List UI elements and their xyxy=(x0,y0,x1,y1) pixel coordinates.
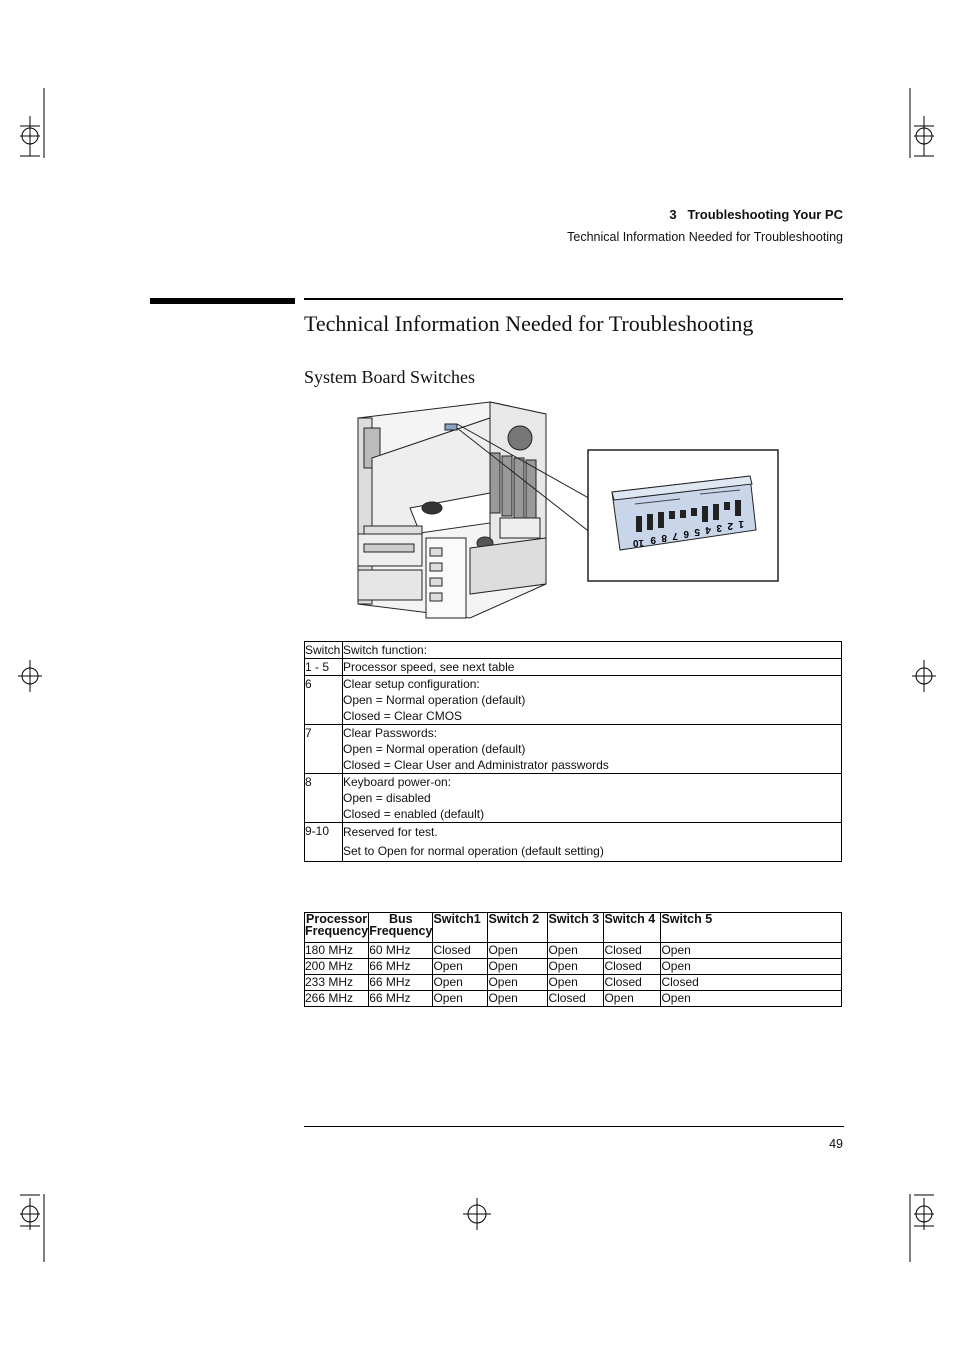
table-cell: Closed xyxy=(433,943,488,959)
table-cell: Open xyxy=(488,975,548,991)
function-line: Open = disabled xyxy=(343,791,431,805)
table-header-cell: Switch1 xyxy=(433,913,488,943)
table-cell: Open xyxy=(488,943,548,959)
table-cell: 233 MHz xyxy=(305,975,369,991)
table-cell: Open xyxy=(488,959,548,975)
table-cell: 60 MHz xyxy=(369,943,433,959)
function-line: Reserved for test. xyxy=(343,825,438,839)
table-cell: Closed xyxy=(548,991,604,1007)
section-rule-thick xyxy=(150,298,295,304)
section-rule-thin xyxy=(304,298,843,300)
function-cell xyxy=(343,676,842,725)
switch-number-label: 4 xyxy=(705,524,711,535)
function-line: Closed = Clear User and Administrator passwords xyxy=(343,758,609,772)
table-cell: Open xyxy=(548,975,604,991)
table-cell: 180 MHz xyxy=(305,943,369,959)
switch-number-label: 3 xyxy=(716,522,722,533)
table-row xyxy=(305,659,842,676)
table-row xyxy=(305,823,842,862)
function-line: Processor speed, see next table xyxy=(343,660,515,674)
switch-number-label: 8 xyxy=(661,532,667,543)
running-header-chapter: 3 Troubleshooting Your PC xyxy=(669,207,843,222)
function-line: Closed = Clear CMOS xyxy=(343,709,463,723)
switch-cell: 8 xyxy=(305,774,343,823)
function-line: Open = Normal operation (default) xyxy=(343,742,526,756)
table-cell: 66 MHz xyxy=(369,959,433,975)
table-row xyxy=(305,975,842,991)
function-cell xyxy=(343,659,842,676)
table-row xyxy=(305,943,842,959)
switch-number-label: 9 xyxy=(650,534,656,545)
table-cell: Closed xyxy=(661,975,842,991)
switch-cell: 9-10 xyxy=(305,823,343,862)
table-row xyxy=(305,725,842,774)
switch-number-label: 6 xyxy=(683,528,689,539)
function-cell xyxy=(343,823,842,862)
switch-cell: 7 xyxy=(305,725,343,774)
table-cell: Open xyxy=(433,991,488,1007)
table-row xyxy=(305,991,842,1007)
table-cell: Open xyxy=(488,991,548,1007)
page-number: 49 xyxy=(829,1137,843,1151)
function-line: Open = Normal operation (default) xyxy=(343,693,526,707)
function-cell xyxy=(343,774,842,823)
function-line: Closed = enabled (default) xyxy=(343,807,485,821)
running-header-section: Technical Information Needed for Troubleshooting xyxy=(567,230,843,244)
table-header-cell: Switch function: xyxy=(343,642,842,659)
table-row xyxy=(305,676,842,725)
processor-speed-table xyxy=(304,912,842,1007)
function-line: Clear Passwords: xyxy=(343,726,438,740)
table-header-cell: Switch xyxy=(305,642,343,659)
table-header-cell: Switch 3 xyxy=(548,913,604,943)
table-header-cell: Bus Frequency xyxy=(369,913,433,943)
table-cell: Open xyxy=(433,975,488,991)
system-board-illustration xyxy=(350,398,790,626)
table-header-row xyxy=(305,642,842,659)
function-line: Clear setup configuration: xyxy=(343,677,480,691)
switch-number-label: 2 xyxy=(727,520,733,531)
table-header-cell: Switch 5 xyxy=(661,913,842,943)
table-cell: Closed xyxy=(604,959,661,975)
page-title: Technical Information Needed for Troubleshooting xyxy=(304,311,754,336)
table-header-cell: Processor Frequency xyxy=(305,913,369,943)
table-header-row xyxy=(305,913,842,943)
function-line: Keyboard power-on: xyxy=(343,775,452,789)
table-cell: Open xyxy=(433,959,488,975)
table-cell: 66 MHz xyxy=(369,991,433,1007)
table-cell: Open xyxy=(661,959,842,975)
switch-number-label: 7 xyxy=(672,530,678,541)
table-header-cell: Switch 2 xyxy=(488,913,548,943)
switch-cell: 1 - 5 xyxy=(305,659,343,676)
switch-number-label: 1 xyxy=(738,518,744,529)
table-cell: Open xyxy=(661,943,842,959)
table-cell: Closed xyxy=(604,943,661,959)
table-header-cell: Switch 4 xyxy=(604,913,661,943)
switch-cell: 6 xyxy=(305,676,343,725)
table-cell: Open xyxy=(604,991,661,1007)
function-line: Set to Open for normal operation (default setting) xyxy=(343,844,604,858)
table-cell: 200 MHz xyxy=(305,959,369,975)
table-row xyxy=(305,774,842,823)
table-cell: 66 MHz xyxy=(369,975,433,991)
table-row xyxy=(305,959,842,975)
switch-function-table xyxy=(304,641,842,862)
switch-number-label: 10 xyxy=(632,537,644,548)
table-cell: Open xyxy=(548,943,604,959)
section-subtitle: System Board Switches xyxy=(304,367,475,387)
table-cell: Closed xyxy=(604,975,661,991)
footer-rule xyxy=(304,1126,844,1127)
table-cell: Open xyxy=(661,991,842,1007)
table-cell: 266 MHz xyxy=(305,991,369,1007)
switch-number-label: 5 xyxy=(694,526,700,537)
function-cell xyxy=(343,725,842,774)
table-cell: Open xyxy=(548,959,604,975)
